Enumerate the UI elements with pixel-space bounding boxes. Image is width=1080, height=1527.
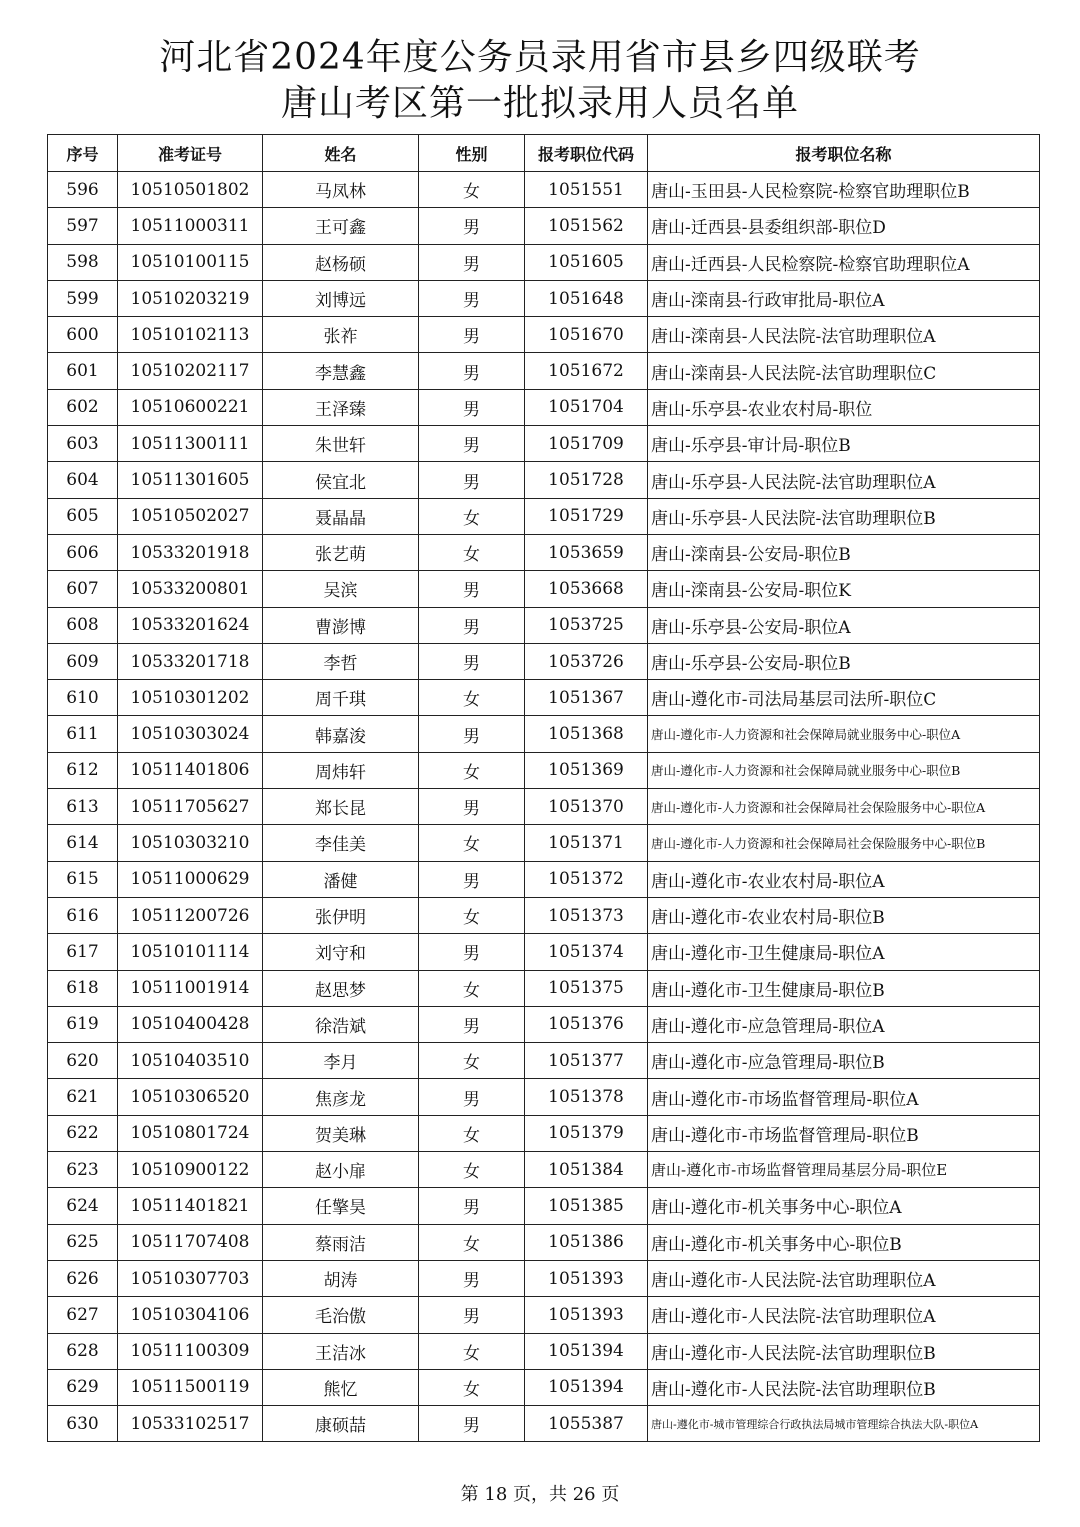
- row-name: 张伊明: [263, 897, 419, 933]
- table-row: [48, 643, 1040, 679]
- row-seq: 600: [48, 317, 118, 353]
- row-seq: 609: [48, 643, 118, 679]
- table-row: [48, 426, 1040, 462]
- row-name: 韩嘉浚: [263, 716, 419, 752]
- row-seq: 596: [48, 172, 118, 208]
- row-gender: 男: [419, 1406, 525, 1442]
- row-seq: 629: [48, 1369, 118, 1405]
- row-seq: 619: [48, 1006, 118, 1042]
- row-exam-id: 10511500119: [118, 1369, 263, 1405]
- row-gender: 男: [419, 571, 525, 607]
- row-position-code: 1051376: [525, 1006, 648, 1042]
- row-position-name: 唐山-遵化市-人力资源和社会保障局社会保险服务中心-职位A: [648, 789, 1040, 825]
- row-position-code: 1051367: [525, 680, 648, 716]
- document-title-line1: 河北省2024年度公务员录用省市县乡四级联考: [159, 37, 921, 78]
- row-position-name: 唐山-乐亭县-公安局-职位B: [648, 643, 1040, 679]
- table-row: [48, 1115, 1040, 1151]
- row-gender: 女: [419, 1152, 525, 1188]
- header-position-code: 报考职位代码: [525, 135, 648, 172]
- row-seq: 630: [48, 1406, 118, 1442]
- row-position-name: 唐山-遵化市-人力资源和社会保障局社会保险服务中心-职位B: [648, 825, 1040, 861]
- row-gender: 男: [419, 208, 525, 244]
- row-seq: 626: [48, 1260, 118, 1296]
- row-gender: 女: [419, 498, 525, 534]
- row-gender: 女: [419, 1224, 525, 1260]
- table-row: [48, 280, 1040, 316]
- table-row: [48, 1079, 1040, 1115]
- table-row: [48, 934, 1040, 970]
- row-position-name: 唐山-遵化市-城市管理综合行政执法局城市管理综合执法大队-职位A: [648, 1406, 1040, 1442]
- row-seq: 616: [48, 897, 118, 933]
- row-position-code: 1051672: [525, 353, 648, 389]
- row-position-code: 1051709: [525, 426, 648, 462]
- row-gender: 男: [419, 934, 525, 970]
- row-gender: 女: [419, 534, 525, 570]
- row-seq: 598: [48, 244, 118, 280]
- row-position-name: 唐山-遵化市-司法局基层司法所-职位C: [648, 680, 1040, 716]
- row-seq: 617: [48, 934, 118, 970]
- row-exam-id: 10533201624: [118, 607, 263, 643]
- row-gender: 男: [419, 643, 525, 679]
- row-position-code: 1051374: [525, 934, 648, 970]
- row-position-code: 1051373: [525, 897, 648, 933]
- row-position-name: 唐山-迁西县-县委组织部-职位D: [648, 208, 1040, 244]
- row-seq: 610: [48, 680, 118, 716]
- row-position-name: 唐山-遵化市-人力资源和社会保障局就业服务中心-职位A: [648, 716, 1040, 752]
- table-row: [48, 716, 1040, 752]
- row-position-code: 1051378: [525, 1079, 648, 1115]
- row-position-code: 1051605: [525, 244, 648, 280]
- row-gender: 女: [419, 897, 525, 933]
- header-position-name: 报考职位名称: [648, 135, 1040, 172]
- row-exam-id: 10510801724: [118, 1115, 263, 1151]
- row-name: 周千琪: [263, 680, 419, 716]
- table-row: [48, 897, 1040, 933]
- table-row: [48, 789, 1040, 825]
- row-position-name: 唐山-遵化市-应急管理局-职位A: [648, 1006, 1040, 1042]
- row-seq: 620: [48, 1043, 118, 1079]
- row-name: 李月: [263, 1043, 419, 1079]
- table-row: [48, 607, 1040, 643]
- row-name: 侯宜北: [263, 462, 419, 498]
- row-seq: 625: [48, 1224, 118, 1260]
- row-exam-id: 10510303024: [118, 716, 263, 752]
- row-gender: 男: [419, 1260, 525, 1296]
- row-exam-id: 10511401821: [118, 1188, 263, 1224]
- row-position-name: 唐山-遵化市-机关事务中心-职位A: [648, 1188, 1040, 1224]
- row-name: 熊忆: [263, 1369, 419, 1405]
- row-position-name: 唐山-遵化市-市场监督管理局基层分局-职位E: [648, 1152, 1040, 1188]
- row-name: 王可鑫: [263, 208, 419, 244]
- row-position-code: 1051393: [525, 1297, 648, 1333]
- row-name: 聂晶晶: [263, 498, 419, 534]
- row-seq: 601: [48, 353, 118, 389]
- row-name: 张祚: [263, 317, 419, 353]
- row-exam-id: 10510600221: [118, 389, 263, 425]
- table-row: [48, 970, 1040, 1006]
- row-seq: 597: [48, 208, 118, 244]
- row-name: 朱世轩: [263, 426, 419, 462]
- row-position-code: 1051370: [525, 789, 648, 825]
- row-position-name: 唐山-遵化市-人力资源和社会保障局就业服务中心-职位B: [648, 752, 1040, 788]
- row-gender: 男: [419, 389, 525, 425]
- row-position-name: 唐山-遵化市-市场监督管理局-职位A: [648, 1079, 1040, 1115]
- row-name: 李佳美: [263, 825, 419, 861]
- row-exam-id: 10511401806: [118, 752, 263, 788]
- row-gender: 男: [419, 1079, 525, 1115]
- row-seq: 615: [48, 861, 118, 897]
- row-exam-id: 10510100115: [118, 244, 263, 280]
- row-position-code: 1051394: [525, 1369, 648, 1405]
- row-position-name: 唐山-遵化市-应急管理局-职位B: [648, 1043, 1040, 1079]
- table-row: [48, 534, 1040, 570]
- row-gender: 男: [419, 280, 525, 316]
- row-gender: 女: [419, 1115, 525, 1151]
- row-position-name: 唐山-遵化市-卫生健康局-职位A: [648, 934, 1040, 970]
- row-gender: 女: [419, 1333, 525, 1369]
- row-name: 赵小扉: [263, 1152, 419, 1188]
- row-gender: 女: [419, 680, 525, 716]
- row-name: 贺美琳: [263, 1115, 419, 1151]
- row-position-name: 唐山-乐亭县-审计局-职位B: [648, 426, 1040, 462]
- row-position-name: 唐山-乐亭县-人民法院-法官助理职位B: [648, 498, 1040, 534]
- row-position-code: 1051670: [525, 317, 648, 353]
- row-exam-id: 10510400428: [118, 1006, 263, 1042]
- table-row: [48, 208, 1040, 244]
- row-seq: 622: [48, 1115, 118, 1151]
- row-exam-id: 10510202117: [118, 353, 263, 389]
- row-seq: 621: [48, 1079, 118, 1115]
- row-exam-id: 10510502027: [118, 498, 263, 534]
- row-name: 康硕喆: [263, 1406, 419, 1442]
- row-gender: 男: [419, 317, 525, 353]
- row-position-name: 唐山-遵化市-人民法院-法官助理职位B: [648, 1369, 1040, 1405]
- row-position-name: 唐山-滦南县-公安局-职位K: [648, 571, 1040, 607]
- table-row: [48, 1333, 1040, 1369]
- row-exam-id: 10510900122: [118, 1152, 263, 1188]
- row-gender: 女: [419, 172, 525, 208]
- row-position-name: 唐山-滦南县-人民法院-法官助理职位A: [648, 317, 1040, 353]
- row-name: 周炜轩: [263, 752, 419, 788]
- row-position-code: 1051728: [525, 462, 648, 498]
- table-row: [48, 1188, 1040, 1224]
- table-row: [48, 462, 1040, 498]
- row-exam-id: 10510301202: [118, 680, 263, 716]
- row-position-code: 1051372: [525, 861, 648, 897]
- row-seq: 602: [48, 389, 118, 425]
- header-seq: 序号: [48, 135, 118, 172]
- table-row: [48, 353, 1040, 389]
- row-exam-id: 10511200726: [118, 897, 263, 933]
- table-row: [48, 1152, 1040, 1188]
- row-position-code: 1051368: [525, 716, 648, 752]
- row-exam-id: 10510403510: [118, 1043, 263, 1079]
- row-gender: 男: [419, 1006, 525, 1042]
- row-gender: 男: [419, 426, 525, 462]
- row-seq: 618: [48, 970, 118, 1006]
- row-gender: 男: [419, 244, 525, 280]
- row-position-code: 1051704: [525, 389, 648, 425]
- table-row: [48, 1406, 1040, 1442]
- row-seq: 614: [48, 825, 118, 861]
- table-row: [48, 317, 1040, 353]
- row-seq: 613: [48, 789, 118, 825]
- row-exam-id: 10510307703: [118, 1260, 263, 1296]
- table-row: [48, 861, 1040, 897]
- row-exam-id: 10533201918: [118, 534, 263, 570]
- row-position-code: 1053659: [525, 534, 648, 570]
- row-exam-id: 10511100309: [118, 1333, 263, 1369]
- row-name: 李慧鑫: [263, 353, 419, 389]
- row-position-code: 1051394: [525, 1333, 648, 1369]
- row-exam-id: 10511000311: [118, 208, 263, 244]
- row-name: 郑长昆: [263, 789, 419, 825]
- row-name: 王泽臻: [263, 389, 419, 425]
- row-position-name: 唐山-遵化市-市场监督管理局-职位B: [648, 1115, 1040, 1151]
- table-row: [48, 498, 1040, 534]
- row-exam-id: 10510101114: [118, 934, 263, 970]
- row-name: 任擎昊: [263, 1188, 419, 1224]
- row-position-name: 唐山-遵化市-机关事务中心-职位B: [648, 1224, 1040, 1260]
- table-row: [48, 1224, 1040, 1260]
- header-gender: 性别: [419, 135, 525, 172]
- row-gender: 女: [419, 1043, 525, 1079]
- row-gender: 男: [419, 462, 525, 498]
- row-position-code: 1055387: [525, 1406, 648, 1442]
- table-row: [48, 244, 1040, 280]
- row-exam-id: 10510303210: [118, 825, 263, 861]
- row-exam-id: 10533201718: [118, 643, 263, 679]
- row-name: 吴滨: [263, 571, 419, 607]
- row-name: 胡涛: [263, 1260, 419, 1296]
- row-exam-id: 10510501802: [118, 172, 263, 208]
- row-position-code: 1051648: [525, 280, 648, 316]
- row-gender: 男: [419, 1297, 525, 1333]
- row-name: 赵思梦: [263, 970, 419, 1006]
- row-position-name: 唐山-滦南县-人民法院-法官助理职位C: [648, 353, 1040, 389]
- row-position-code: 1053725: [525, 607, 648, 643]
- row-position-code: 1051377: [525, 1043, 648, 1079]
- candidate-table: [47, 134, 1040, 1442]
- table-row: [48, 1260, 1040, 1296]
- row-exam-id: 10511301605: [118, 462, 263, 498]
- row-seq: 611: [48, 716, 118, 752]
- row-name: 刘博远: [263, 280, 419, 316]
- row-name: 毛治傲: [263, 1297, 419, 1333]
- row-seq: 608: [48, 607, 118, 643]
- row-name: 马凤林: [263, 172, 419, 208]
- row-gender: 女: [419, 970, 525, 1006]
- row-exam-id: 10510102113: [118, 317, 263, 353]
- row-exam-id: 10511300111: [118, 426, 263, 462]
- row-position-code: 1051371: [525, 825, 648, 861]
- row-name: 徐浩斌: [263, 1006, 419, 1042]
- header-name: 姓名: [263, 135, 419, 172]
- row-position-code: 1051562: [525, 208, 648, 244]
- row-position-code: 1053726: [525, 643, 648, 679]
- row-seq: 627: [48, 1297, 118, 1333]
- row-exam-id: 10510304106: [118, 1297, 263, 1333]
- table-row: [48, 1006, 1040, 1042]
- row-seq: 604: [48, 462, 118, 498]
- row-exam-id: 10511000629: [118, 861, 263, 897]
- row-exam-id: 10511707408: [118, 1224, 263, 1260]
- row-exam-id: 10533200801: [118, 571, 263, 607]
- row-position-code: 1051729: [525, 498, 648, 534]
- table-row: [48, 680, 1040, 716]
- row-position-code: 1051551: [525, 172, 648, 208]
- row-position-name: 唐山-滦南县-行政审批局-职位A: [648, 280, 1040, 316]
- row-gender: 男: [419, 607, 525, 643]
- row-name: 王洁冰: [263, 1333, 419, 1369]
- row-exam-id: 10511001914: [118, 970, 263, 1006]
- row-seq: 606: [48, 534, 118, 570]
- row-position-code: 1051379: [525, 1115, 648, 1151]
- row-position-name: 唐山-遵化市-人民法院-法官助理职位A: [648, 1297, 1040, 1333]
- row-position-code: 1051393: [525, 1260, 648, 1296]
- row-position-code: 1051386: [525, 1224, 648, 1260]
- row-position-name: 唐山-迁西县-人民检察院-检察官助理职位A: [648, 244, 1040, 280]
- row-position-code: 1051375: [525, 970, 648, 1006]
- row-name: 李哲: [263, 643, 419, 679]
- row-position-name: 唐山-遵化市-农业农村局-职位B: [648, 897, 1040, 933]
- row-name: 张艺萌: [263, 534, 419, 570]
- row-position-name: 唐山-乐亭县-农业农村局-职位: [648, 389, 1040, 425]
- row-exam-id: 10510306520: [118, 1079, 263, 1115]
- row-exam-id: 10533102517: [118, 1406, 263, 1442]
- row-seq: 623: [48, 1152, 118, 1188]
- row-position-code: 1051384: [525, 1152, 648, 1188]
- row-position-code: 1053668: [525, 571, 648, 607]
- row-gender: 男: [419, 789, 525, 825]
- row-gender: 男: [419, 861, 525, 897]
- header-exam-id: 准考证号: [118, 135, 263, 172]
- table-row: [48, 1043, 1040, 1079]
- row-seq: 603: [48, 426, 118, 462]
- row-seq: 599: [48, 280, 118, 316]
- table-row: [48, 571, 1040, 607]
- table-row: [48, 752, 1040, 788]
- row-gender: 女: [419, 1369, 525, 1405]
- table-row: [48, 172, 1040, 208]
- table-row: [48, 1297, 1040, 1333]
- table-row: [48, 389, 1040, 425]
- row-name: 刘守和: [263, 934, 419, 970]
- row-position-code: 1051385: [525, 1188, 648, 1224]
- table-header-row: [48, 135, 1040, 172]
- row-position-name: 唐山-玉田县-人民检察院-检察官助理职位B: [648, 172, 1040, 208]
- row-seq: 605: [48, 498, 118, 534]
- row-name: 潘健: [263, 861, 419, 897]
- row-gender: 男: [419, 716, 525, 752]
- row-seq: 624: [48, 1188, 118, 1224]
- row-seq: 607: [48, 571, 118, 607]
- page-footer: 第 18 页，共 26 页: [460, 1484, 620, 1505]
- row-name: 蔡雨洁: [263, 1224, 419, 1260]
- row-position-code: 1051369: [525, 752, 648, 788]
- row-gender: 男: [419, 1188, 525, 1224]
- row-name: 赵杨硕: [263, 244, 419, 280]
- row-position-name: 唐山-遵化市-卫生健康局-职位B: [648, 970, 1040, 1006]
- row-seq: 612: [48, 752, 118, 788]
- row-gender: 男: [419, 353, 525, 389]
- row-name: 焦彦龙: [263, 1079, 419, 1115]
- row-position-name: 唐山-遵化市-农业农村局-职位A: [648, 861, 1040, 897]
- table-body: [48, 172, 1040, 1442]
- row-position-name: 唐山-滦南县-公安局-职位B: [648, 534, 1040, 570]
- row-gender: 女: [419, 752, 525, 788]
- row-exam-id: 10511705627: [118, 789, 263, 825]
- row-position-name: 唐山-遵化市-人民法院-法官助理职位B: [648, 1333, 1040, 1369]
- row-seq: 628: [48, 1333, 118, 1369]
- document-title-line2: 唐山考区第一批拟录用人员名单: [280, 83, 799, 124]
- row-position-name: 唐山-乐亭县-人民法院-法官助理职位A: [648, 462, 1040, 498]
- row-position-name: 唐山-乐亭县-公安局-职位A: [648, 607, 1040, 643]
- row-exam-id: 10510203219: [118, 280, 263, 316]
- table-row: [48, 825, 1040, 861]
- table-row: [48, 1369, 1040, 1405]
- row-name: 曹澎博: [263, 607, 419, 643]
- row-gender: 女: [419, 825, 525, 861]
- row-position-name: 唐山-遵化市-人民法院-法官助理职位A: [648, 1260, 1040, 1296]
